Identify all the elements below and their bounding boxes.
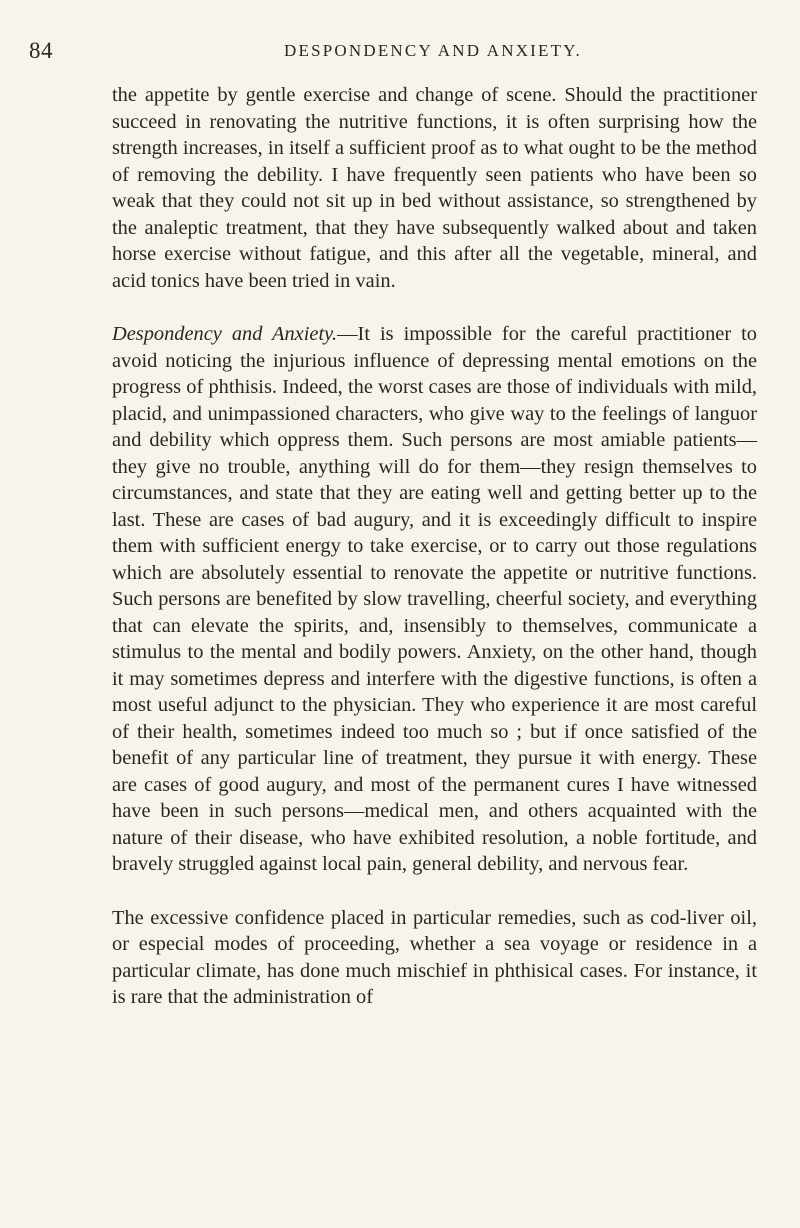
paragraph-2 (112, 321, 757, 878)
paragraph-3-text: The excessive confidence placed in particular remedies, such as cod-liver oil, or especial modes of proceeding, whether a sea voyage or residence in a particular climate, has done much mischief in phthisical cases. For instance, it is rare that the administration of (112, 906, 757, 1008)
body-text (112, 82, 757, 1011)
running-head: DESPONDENCY AND ANXIETY. (284, 41, 582, 60)
paragraph-gap (112, 878, 757, 905)
paragraph-1-text: the appetite by gentle exercise and change of scene. Should the practitioner succeed in renovating the nutritive functions, it is often surprising how the strength increases, in itself a sufficient proof as to what ought to be the method of removing the debility. I have frequently seen patients who have been so weak that they could not sit up in bed without assistance, so strengthened by the analeptic treatment, that they have subsequently walked about and taken horse exercise without fatigue, and this after all the vegetable, mineral, and acid tonics have been tried in vain. (112, 84, 757, 292)
page-header (29, 36, 767, 66)
section-lead-heading: Despondency and Anxiety. (112, 323, 338, 345)
paragraph-1 (112, 82, 757, 294)
paragraph-gap (112, 294, 757, 321)
paragraph-2-text: —It is impossible for the careful practitioner to avoid noticing the injurious influence of depressing mental emotions on the progress of phthisis. Indeed, the worst cases are those of individuals with mild, placid, and unimpassioned characters, who give way to the feelings of languor and debility which oppress them. Such persons are most amiable patients—they give no trouble, anything will do for them—they resign themselves to circumstances, and state that they are eating well and getting better up to the last. These are cases of bad augury, and it is exceedingly difficult to inspire them with sufficient energy to take exercise, or to carry out those regulations which are absolutely essential to renovate the appetite or nutritive functions. Such persons are benefited by slow travelling, cheerful society, and everything that can elevate the spirits, and, insensibly to themselves, communicate a stimulus to the mental and bodily powers. Anxiety, on the other hand, though it may sometimes depress and interfere with the digestive functions, is often a most useful adjunct to the physician. They who experience it are most careful of their health, sometimes indeed too much so ; but if once satisfied of the benefit of any particular line of treatment, they pursue it with energy. These are cases of good augury, and most of the permanent cures I have witnessed have been in such persons—medical men, and others acquainted with the nature of their disease, who have exhibited resolution, a noble fortitude, and bravely struggled against local pain, general debility, and nervous fear. (112, 323, 757, 875)
paragraph-3 (112, 905, 757, 1011)
page-number: 84 (29, 38, 53, 63)
